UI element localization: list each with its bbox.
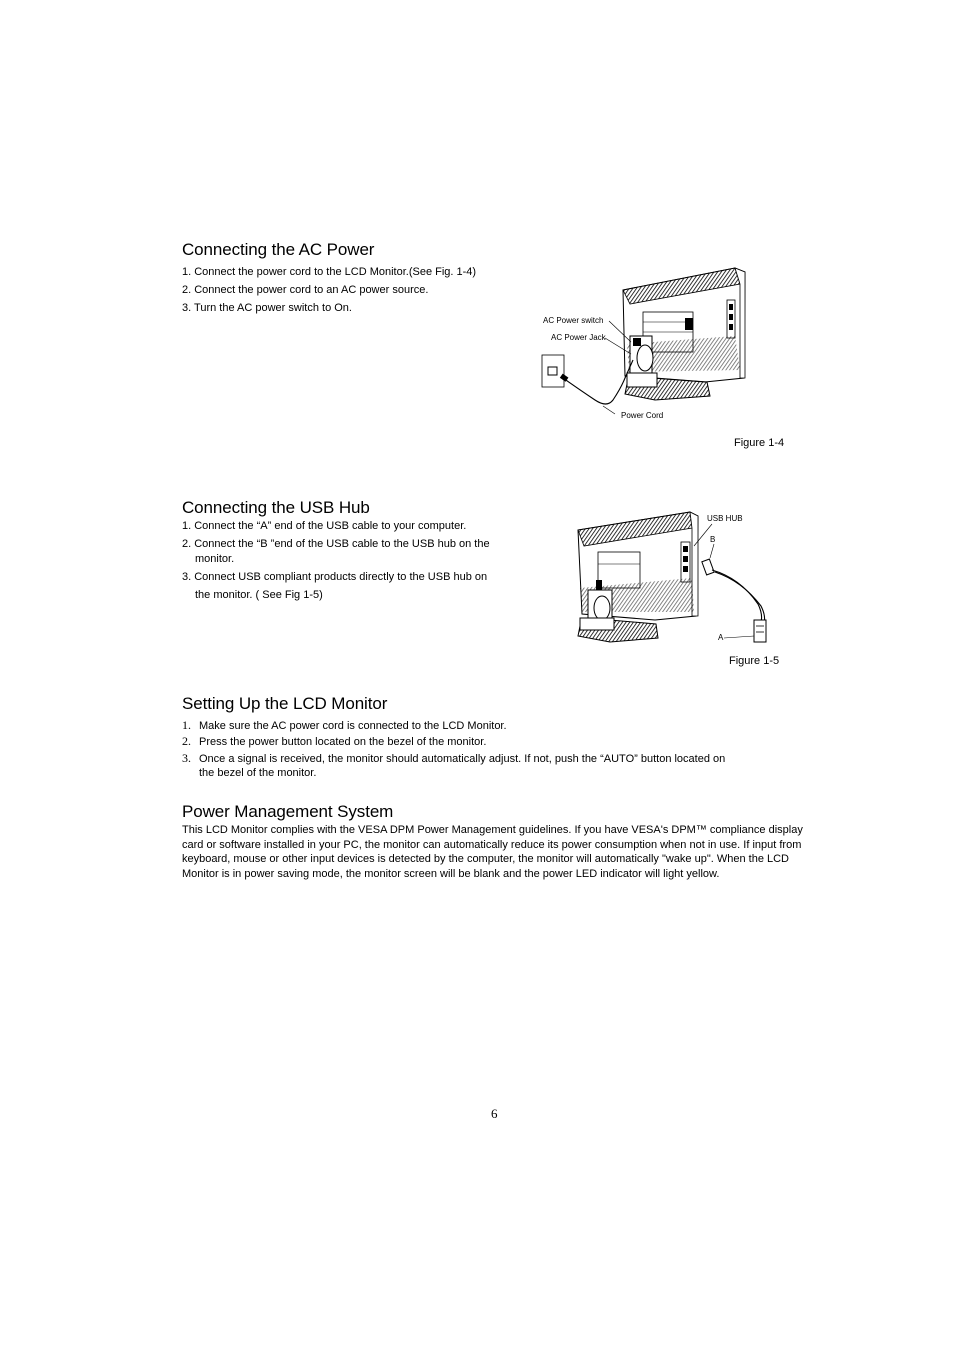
usb-step-2: 2. Connect the “B ”end of the USB cable to the USB hub on the [182, 538, 490, 550]
section-title-usb-hub: Connecting the USB Hub [182, 498, 370, 517]
ac-step-2: 2. Connect the power cord to an AC power source. [182, 284, 429, 296]
section-title-ac-power: Connecting the AC Power [182, 240, 375, 259]
label-usb-a: A [718, 633, 724, 642]
setup-step-1-number: 1. [182, 718, 191, 732]
setup-step-1-text: Make sure the AC power cord is connected to the LCD Monitor. [199, 720, 507, 732]
usb-step-1: 1. Connect the “A” end of the USB cable to your computer. [182, 520, 467, 532]
page-number: 6 [491, 1106, 498, 1121]
ac-step-1: 1. Connect the power cord to the LCD Monitor.(See Fig. 1-4) [182, 266, 477, 278]
power-management-body: This LCD Monitor complies with the VESA DPM Power Management guidelines. If you have VESA's DPM™ compliance display card or software installed in your PC, the monitor can automatically reduce its power consumption when not in use. If input from keyboard, mouse or other input devices is detected by the computer, the monitor will automatically "wake up". When the LCD Monitor is in power saving mode, the monitor screen will be blank and the power LED indicator will light yellow. [182, 824, 803, 880]
figure-1-5-illustration [570, 508, 785, 653]
label-ac-power-jack: AC Power Jack [551, 333, 606, 342]
usb-step-3: 3. Connect USB compliant products directly to the USB hub on [182, 571, 488, 583]
usb-step-3-cont: the monitor. ( See Fig 1-5) [195, 589, 323, 601]
setup-step-3-text: Once a signal is received, the monitor should automatically adjust. If not, push the “AUTO” button located on [199, 753, 726, 765]
label-power-cord: Power Cord [621, 411, 664, 420]
label-ac-power-switch: AC Power switch [543, 316, 604, 325]
setup-step-2-number: 2. [182, 734, 191, 748]
usb-step-2-cont: monitor. [195, 553, 235, 565]
section-title-power-management: Power Management System [182, 802, 394, 821]
figure-1-4-caption: Figure 1-4 [734, 437, 785, 449]
figure-1-4-illustration [535, 260, 760, 430]
ac-step-3: 3. Turn the AC power switch to On. [182, 302, 352, 314]
label-usb-hub: USB HUB [707, 514, 743, 523]
setup-step-3-cont: the bezel of the monitor. [199, 767, 317, 779]
label-usb-b: B [710, 535, 716, 544]
section-title-setup: Setting Up the LCD Monitor [182, 694, 388, 713]
setup-step-3-number: 3. [182, 751, 191, 765]
figure-1-5-caption: Figure 1-5 [729, 655, 780, 667]
setup-step-2-text: Press the power button located on the bezel of the monitor. [199, 736, 487, 748]
